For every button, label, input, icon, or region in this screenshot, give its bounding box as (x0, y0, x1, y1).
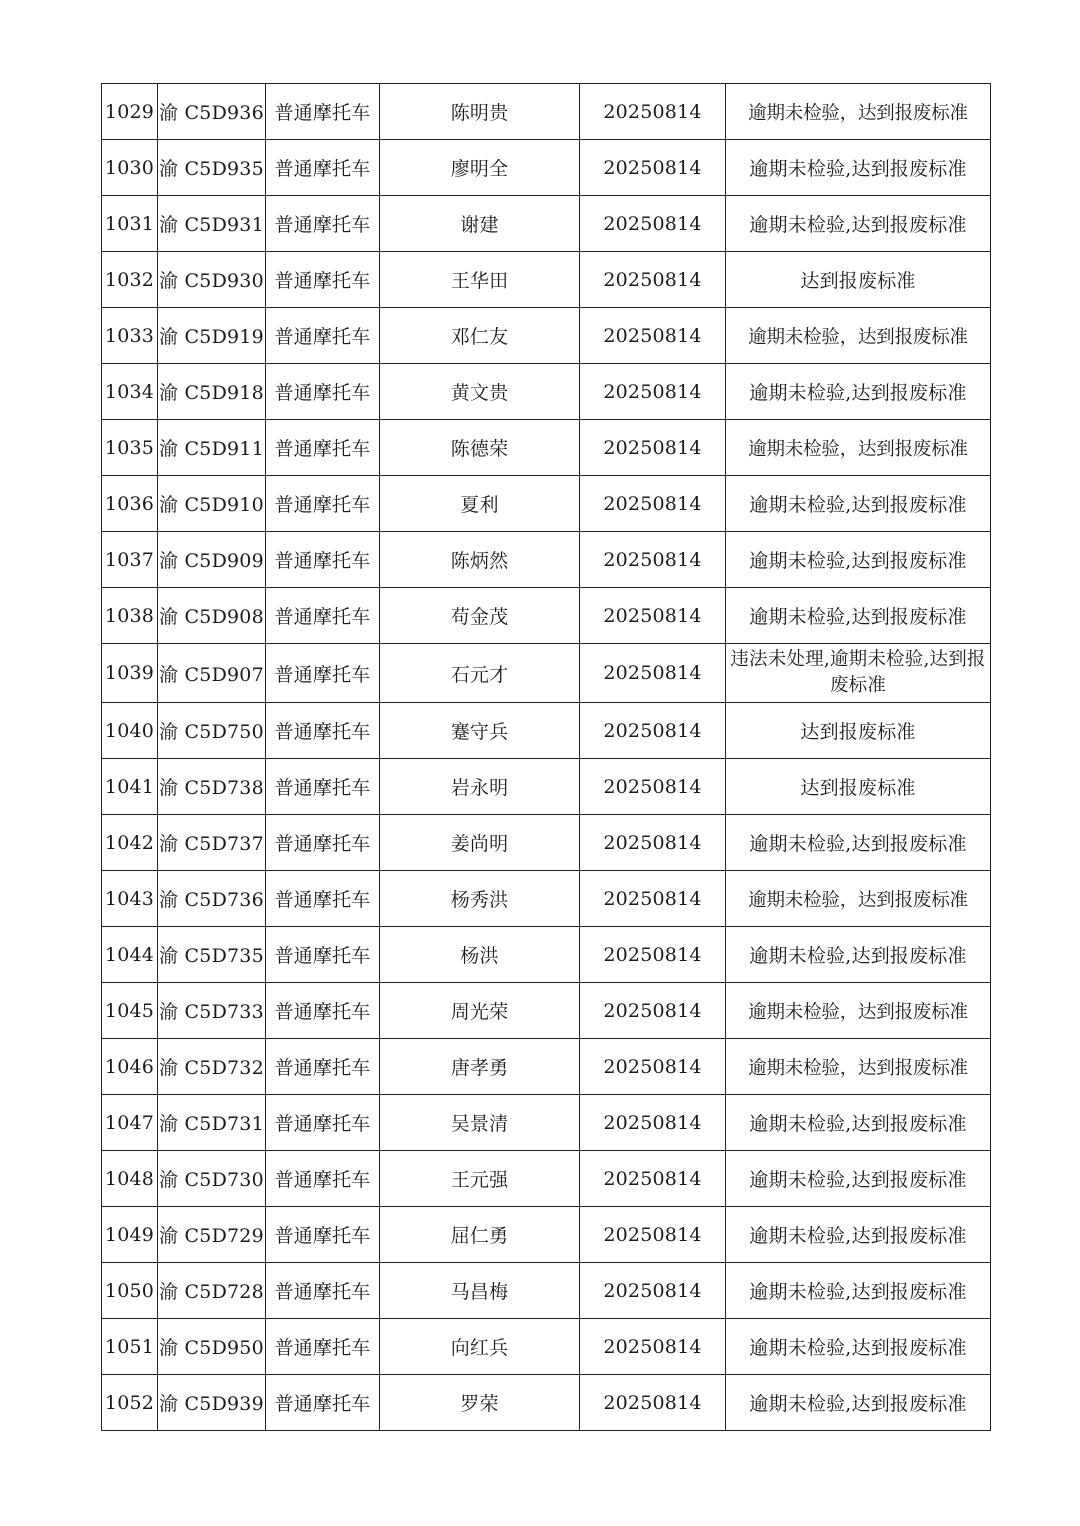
vehicle-type-cell: 普通摩托车 (266, 644, 380, 703)
date-cell: 20250814 (580, 1207, 726, 1263)
plate-number-cell: 渝 C5D732 (158, 1039, 266, 1095)
date-cell: 20250814 (580, 252, 726, 308)
row-number-cell: 1034 (102, 364, 158, 420)
vehicle-type-cell: 普通摩托车 (266, 532, 380, 588)
table-row (102, 871, 991, 927)
row-number-cell: 1036 (102, 476, 158, 532)
owner-name-cell: 石元才 (380, 644, 580, 703)
row-number-cell: 1035 (102, 420, 158, 476)
plate-number-cell: 渝 C5D730 (158, 1151, 266, 1207)
owner-name-cell: 陈明贵 (380, 84, 580, 140)
plate-number-cell: 渝 C5D935 (158, 140, 266, 196)
date-cell: 20250814 (580, 196, 726, 252)
date-cell: 20250814 (580, 1095, 726, 1151)
plate-number-cell: 渝 C5D729 (158, 1207, 266, 1263)
date-cell: 20250814 (580, 703, 726, 759)
row-number-cell: 1051 (102, 1319, 158, 1375)
date-cell: 20250814 (580, 871, 726, 927)
owner-name-cell: 杨秀洪 (380, 871, 580, 927)
scrap-reason-cell: 逾期未检验，达到报废标准 (726, 1039, 991, 1095)
owner-name-cell: 王华田 (380, 252, 580, 308)
table-row (102, 1151, 991, 1207)
row-number-cell: 1047 (102, 1095, 158, 1151)
row-number-cell: 1033 (102, 308, 158, 364)
plate-number-cell: 渝 C5D728 (158, 1263, 266, 1319)
table-row (102, 1375, 991, 1431)
table-row (102, 759, 991, 815)
owner-name-cell: 岩永明 (380, 759, 580, 815)
scrap-reason-cell: 逾期未检验,达到报废标准 (726, 1151, 991, 1207)
vehicle-type-cell: 普通摩托车 (266, 364, 380, 420)
plate-number-cell: 渝 C5D733 (158, 983, 266, 1039)
scrap-reason-cell: 逾期未检验，达到报废标准 (726, 84, 991, 140)
date-cell: 20250814 (580, 1375, 726, 1431)
owner-name-cell: 向红兵 (380, 1319, 580, 1375)
owner-name-cell: 姜尚明 (380, 815, 580, 871)
scrap-reason-cell: 逾期未检验,达到报废标准 (726, 196, 991, 252)
date-cell: 20250814 (580, 1263, 726, 1319)
owner-name-cell: 邓仁友 (380, 308, 580, 364)
plate-number-cell: 渝 C5D909 (158, 532, 266, 588)
table-row (102, 140, 991, 196)
owner-name-cell: 罗荣 (380, 1375, 580, 1431)
scrap-reason-cell: 逾期未检验,达到报废标准 (726, 140, 991, 196)
owner-name-cell: 马昌梅 (380, 1263, 580, 1319)
plate-number-cell: 渝 C5D910 (158, 476, 266, 532)
plate-number-cell: 渝 C5D738 (158, 759, 266, 815)
vehicle-type-cell: 普通摩托车 (266, 1319, 380, 1375)
date-cell: 20250814 (580, 1151, 726, 1207)
scrap-reason-cell: 逾期未检验，达到报废标准 (726, 308, 991, 364)
vehicle-type-cell: 普通摩托车 (266, 140, 380, 196)
row-number-cell: 1042 (102, 815, 158, 871)
plate-number-cell: 渝 C5D731 (158, 1095, 266, 1151)
owner-name-cell: 黄文贵 (380, 364, 580, 420)
date-cell: 20250814 (580, 927, 726, 983)
owner-name-cell: 陈德荣 (380, 420, 580, 476)
scrap-reason-cell: 逾期未检验,达到报废标准 (726, 476, 991, 532)
scrap-reason-cell: 逾期未检验,达到报废标准 (726, 532, 991, 588)
vehicle-scrap-table (101, 83, 991, 1431)
date-cell: 20250814 (580, 532, 726, 588)
date-cell: 20250814 (580, 420, 726, 476)
row-number-cell: 1039 (102, 644, 158, 703)
owner-name-cell: 杨洪 (380, 927, 580, 983)
vehicle-type-cell: 普通摩托车 (266, 420, 380, 476)
row-number-cell: 1043 (102, 871, 158, 927)
plate-number-cell: 渝 C5D908 (158, 588, 266, 644)
row-number-cell: 1050 (102, 1263, 158, 1319)
date-cell: 20250814 (580, 1039, 726, 1095)
plate-number-cell: 渝 C5D735 (158, 927, 266, 983)
scrap-reason-cell: 逾期未检验,达到报废标准 (726, 815, 991, 871)
vehicle-type-cell: 普通摩托车 (266, 1151, 380, 1207)
row-number-cell: 1044 (102, 927, 158, 983)
scrap-reason-cell: 逾期未检验,达到报废标准 (726, 588, 991, 644)
owner-name-cell: 王元强 (380, 1151, 580, 1207)
scrap-reason-cell: 达到报废标准 (726, 252, 991, 308)
plate-number-cell: 渝 C5D911 (158, 420, 266, 476)
row-number-cell: 1041 (102, 759, 158, 815)
row-number-cell: 1049 (102, 1207, 158, 1263)
plate-number-cell: 渝 C5D918 (158, 364, 266, 420)
date-cell: 20250814 (580, 84, 726, 140)
table-row (102, 364, 991, 420)
vehicle-type-cell: 普通摩托车 (266, 871, 380, 927)
vehicle-type-cell: 普通摩托车 (266, 1039, 380, 1095)
table-row (102, 84, 991, 140)
row-number-cell: 1040 (102, 703, 158, 759)
scrap-reason-cell: 逾期未检验,达到报废标准 (726, 1095, 991, 1151)
vehicle-type-cell: 普通摩托车 (266, 196, 380, 252)
scrap-reason-cell: 逾期未检验,达到报废标准 (726, 1263, 991, 1319)
scrap-reason-cell: 逾期未检验,达到报废标准 (726, 364, 991, 420)
plate-number-cell: 渝 C5D919 (158, 308, 266, 364)
plate-number-cell: 渝 C5D930 (158, 252, 266, 308)
table-row (102, 983, 991, 1039)
owner-name-cell: 屈仁勇 (380, 1207, 580, 1263)
table-row (102, 196, 991, 252)
scrap-reason-cell: 逾期未检验,达到报废标准 (726, 1319, 991, 1375)
vehicle-type-cell: 普通摩托车 (266, 1263, 380, 1319)
owner-name-cell: 吴景清 (380, 1095, 580, 1151)
table-row (102, 532, 991, 588)
row-number-cell: 1048 (102, 1151, 158, 1207)
scrap-reason-cell: 违法未处理,逾期未检验,达到报废标准 (726, 644, 991, 703)
vehicle-type-cell: 普通摩托车 (266, 1095, 380, 1151)
table-row (102, 308, 991, 364)
scrap-reason-cell: 逾期未检验,达到报废标准 (726, 1207, 991, 1263)
row-number-cell: 1032 (102, 252, 158, 308)
table-row (102, 1095, 991, 1151)
owner-name-cell: 廖明全 (380, 140, 580, 196)
row-number-cell: 1029 (102, 84, 158, 140)
date-cell: 20250814 (580, 815, 726, 871)
date-cell: 20250814 (580, 588, 726, 644)
vehicle-type-cell: 普通摩托车 (266, 1375, 380, 1431)
vehicle-type-cell: 普通摩托车 (266, 927, 380, 983)
vehicle-type-cell: 普通摩托车 (266, 588, 380, 644)
plate-number-cell: 渝 C5D737 (158, 815, 266, 871)
date-cell: 20250814 (580, 759, 726, 815)
scrap-reason-cell: 逾期未检验,达到报废标准 (726, 927, 991, 983)
owner-name-cell: 陈炳然 (380, 532, 580, 588)
vehicle-type-cell: 普通摩托车 (266, 703, 380, 759)
table-row (102, 588, 991, 644)
date-cell: 20250814 (580, 1319, 726, 1375)
table-row (102, 703, 991, 759)
scrap-reason-cell: 达到报废标准 (726, 759, 991, 815)
owner-name-cell: 谢建 (380, 196, 580, 252)
date-cell: 20250814 (580, 983, 726, 1039)
plate-number-cell: 渝 C5D907 (158, 644, 266, 703)
scrap-reason-cell: 达到报废标准 (726, 703, 991, 759)
owner-name-cell: 夏利 (380, 476, 580, 532)
row-number-cell: 1038 (102, 588, 158, 644)
vehicle-type-cell: 普通摩托车 (266, 1207, 380, 1263)
vehicle-type-cell: 普通摩托车 (266, 815, 380, 871)
plate-number-cell: 渝 C5D736 (158, 871, 266, 927)
plate-number-cell: 渝 C5D939 (158, 1375, 266, 1431)
table-row (102, 1207, 991, 1263)
vehicle-type-cell: 普通摩托车 (266, 476, 380, 532)
scrap-reason-cell: 逾期未检验，达到报废标准 (726, 983, 991, 1039)
vehicle-type-cell: 普通摩托车 (266, 759, 380, 815)
row-number-cell: 1052 (102, 1375, 158, 1431)
row-number-cell: 1030 (102, 140, 158, 196)
date-cell: 20250814 (580, 476, 726, 532)
vehicle-type-cell: 普通摩托车 (266, 308, 380, 364)
date-cell: 20250814 (580, 308, 726, 364)
date-cell: 20250814 (580, 644, 726, 703)
row-number-cell: 1046 (102, 1039, 158, 1095)
table-row (102, 252, 991, 308)
table-row (102, 476, 991, 532)
vehicle-type-cell: 普通摩托车 (266, 983, 380, 1039)
row-number-cell: 1037 (102, 532, 158, 588)
vehicle-type-cell: 普通摩托车 (266, 252, 380, 308)
scrap-reason-cell: 逾期未检验，达到报废标准 (726, 871, 991, 927)
owner-name-cell: 苟金茂 (380, 588, 580, 644)
scrap-reason-cell: 逾期未检验，达到报废标准 (726, 420, 991, 476)
row-number-cell: 1045 (102, 983, 158, 1039)
table-row (102, 1263, 991, 1319)
owner-name-cell: 蹇守兵 (380, 703, 580, 759)
table-row (102, 927, 991, 983)
owner-name-cell: 唐孝勇 (380, 1039, 580, 1095)
table-body (102, 84, 991, 1431)
vehicle-type-cell: 普通摩托车 (266, 84, 380, 140)
table-row (102, 420, 991, 476)
row-number-cell: 1031 (102, 196, 158, 252)
table-row (102, 1039, 991, 1095)
table-row (102, 644, 991, 703)
scrap-reason-cell: 逾期未检验,达到报废标准 (726, 1375, 991, 1431)
plate-number-cell: 渝 C5D931 (158, 196, 266, 252)
plate-number-cell: 渝 C5D750 (158, 703, 266, 759)
owner-name-cell: 周光荣 (380, 983, 580, 1039)
date-cell: 20250814 (580, 364, 726, 420)
plate-number-cell: 渝 C5D950 (158, 1319, 266, 1375)
date-cell: 20250814 (580, 140, 726, 196)
table-row (102, 1319, 991, 1375)
plate-number-cell: 渝 C5D936 (158, 84, 266, 140)
table-row (102, 815, 991, 871)
